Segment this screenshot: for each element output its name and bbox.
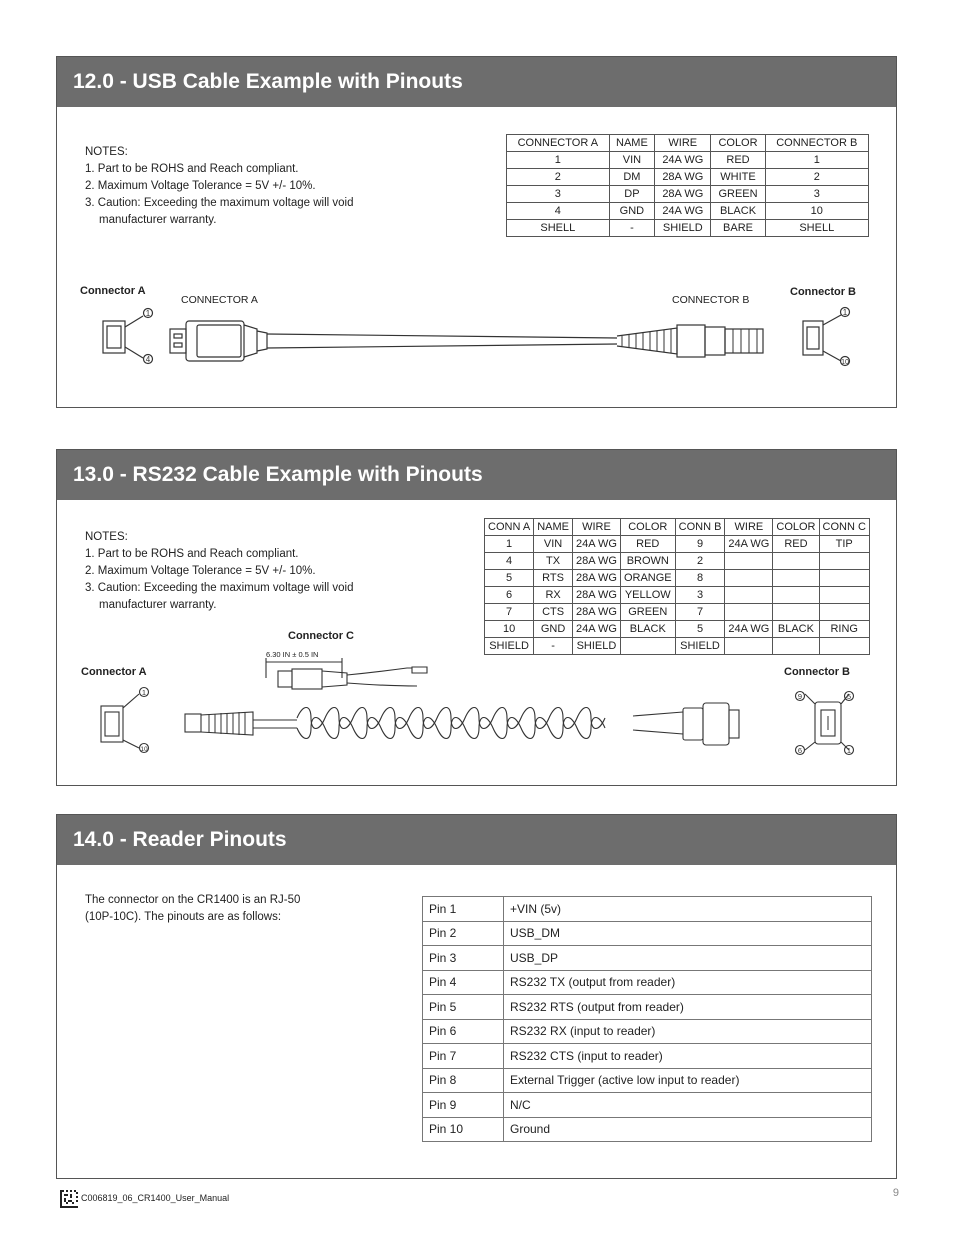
pin-function: RS232 RX (input to reader) [504,1019,872,1044]
table-cell: CTS [534,604,573,621]
pin-callout: 9 [797,692,803,701]
header-cell: CONNECTOR A [507,135,610,152]
table-row [423,995,872,1020]
table-cell: 9 [675,536,725,553]
table-cell: 8 [675,570,725,587]
table-cell: DP [609,186,655,203]
table-cell: 10 [765,203,868,220]
table-cell: RX [534,587,573,604]
table-cell: 28A WG [655,186,711,203]
pin-number: Pin 5 [423,995,504,1020]
table-cell: 24A WG [725,536,773,553]
section-title: 14.0 - Reader Pinouts [57,815,896,865]
connector-a-heading: Connector A [81,666,147,678]
datamatrix-code [60,1190,78,1208]
note-line: 1. Part to be ROHS and Reach compliant. [85,163,299,175]
header-cell: CONN C [819,519,869,536]
table-cell: 24A WG [725,621,773,638]
section-title: 13.0 - RS232 Cable Example with Pinouts [57,450,896,500]
pin-callout: 10 [140,746,148,753]
connector-a-label: CONNECTOR A [181,294,258,306]
table-cell: SHELL [765,220,868,237]
table-cell: - [534,638,573,655]
table-cell: ORANGE [620,570,675,587]
header-cell: CONNECTOR B [765,135,868,152]
usb-cable-section [56,56,897,408]
pin-function: USB_DP [504,946,872,971]
table-cell: 7 [675,604,725,621]
pin-function: RS232 RTS (output from reader) [504,995,872,1020]
table-row [423,1117,872,1142]
table-cell: RING [819,621,869,638]
usb-cable-drawing [57,57,898,409]
connector-b-heading: Connector B [790,286,856,298]
table-row [423,1068,872,1093]
pin-function: +VIN (5v) [504,897,872,922]
pin-function: USB_DM [504,921,872,946]
table-cell: SHIELD [675,638,725,655]
table-cell: 3 [675,587,725,604]
connector-b-label: CONNECTOR B [672,294,750,306]
table-cell: BARE [711,220,765,237]
pin-callout: 1 [846,746,852,755]
pin-number: Pin 7 [423,1044,504,1069]
table-cell: RTS [534,570,573,587]
connector-a-heading: Connector A [80,285,146,297]
note-line: 1. Part to be ROHS and Reach compliant. [85,548,299,560]
table-cell: 10 [485,621,534,638]
table-cell: 28A WG [572,553,620,570]
pin-callout: 10 [841,359,849,366]
note-line: 3. Caution: Exceeding the maximum voltage will void [85,582,354,594]
table-cell: 24A WG [655,152,711,169]
table-row [423,1019,872,1044]
pin-callout: 5 [846,692,852,701]
table-cell: 3 [507,186,610,203]
table-cell: TX [534,553,573,570]
table-row [423,1093,872,1118]
note-line: manufacturer warranty. [99,214,217,226]
table-row [423,921,872,946]
table-cell: VIN [534,536,573,553]
pin-callout: 1 [842,308,848,317]
table-cell: 6 [485,587,534,604]
table-cell: GREEN [711,186,765,203]
note-line: 2. Maximum Voltage Tolerance = 5V +/- 10%. [85,565,316,577]
table-cell: 24A WG [655,203,711,220]
pin-number: Pin 1 [423,897,504,922]
table-cell: 28A WG [655,169,711,186]
table-cell: YELLOW [620,587,675,604]
table-cell: 3 [765,186,868,203]
table-cell: 1 [507,152,610,169]
table-cell: 5 [485,570,534,587]
pin-number: Pin 8 [423,1068,504,1093]
table-row [423,1044,872,1069]
table-cell: 1 [485,536,534,553]
table-cell: 28A WG [572,570,620,587]
pin-number: Pin 10 [423,1117,504,1142]
reader-pinouts-section [56,814,897,1179]
table-cell: BLACK [711,203,765,220]
pin-number: Pin 4 [423,970,504,995]
header-cell: COLOR [711,135,765,152]
note-line: 3. Caution: Exceeding the maximum voltage will void [85,197,354,209]
rs232-cable-drawing [57,450,898,787]
description-line: (10P-10C). The pinouts are as follows: [85,911,282,923]
notes-heading: NOTES: [85,531,128,543]
note-line: manufacturer warranty. [99,599,217,611]
connector-c-heading: Connector C [288,630,354,642]
notes-heading: NOTES: [85,146,128,158]
pin-function: External Trigger (active low input to reader) [504,1068,872,1093]
table-cell: 2 [675,553,725,570]
header-cell: WIRE [725,519,773,536]
table-cell: 28A WG [572,587,620,604]
pin-number: Pin 9 [423,1093,504,1118]
table-cell: 2 [507,169,610,186]
connector-b-heading: Connector B [784,666,850,678]
table-cell: VIN [609,152,655,169]
table-cell: GND [534,621,573,638]
table-cell: SHELL [507,220,610,237]
table-cell: TIP [819,536,869,553]
document-id: C006819_06_CR1400_User_Manual [81,1193,230,1203]
table-cell: WHITE [711,169,765,186]
table-cell: RED [620,536,675,553]
table-cell: RED [773,536,819,553]
pin-callout: 6 [797,746,803,755]
reader-pinout-table [422,896,872,1142]
table-cell: 1 [765,152,868,169]
header-cell: CONN A [485,519,534,536]
pin-function: RS232 TX (output from reader) [504,970,872,995]
reader-description [85,892,300,926]
dimension-label: 6.30 IN ± 0.5 IN [266,650,319,659]
pin-callout: 1 [145,309,151,318]
table-cell: 2 [765,169,868,186]
table-cell: 24A WG [572,536,620,553]
table-cell: BROWN [620,553,675,570]
table-row [423,970,872,995]
pin-function: RS232 CTS (input to reader) [504,1044,872,1069]
header-cell: CONN B [675,519,725,536]
table-cell: 5 [675,621,725,638]
table-cell: SHIELD [485,638,534,655]
pin-callout: 1 [141,688,147,697]
pin-function: Ground [504,1117,872,1142]
table-cell: BLACK [773,621,819,638]
section-title: 12.0 - USB Cable Example with Pinouts [57,57,896,107]
table-cell: BLACK [620,621,675,638]
pin-callout: 4 [145,355,151,364]
header-cell: NAME [534,519,573,536]
page-number: 9 [892,1187,899,1199]
table-cell: 24A WG [572,621,620,638]
header-cell: WIRE [655,135,711,152]
table-row [423,946,872,971]
header-cell: COLOR [773,519,819,536]
pin-number: Pin 3 [423,946,504,971]
table-cell: SHIELD [572,638,620,655]
table-cell: 4 [507,203,610,220]
table-cell: GND [609,203,655,220]
rs232-cable-section [56,449,897,786]
table-cell: SHIELD [655,220,711,237]
description-line: The connector on the CR1400 is an RJ-50 [85,894,301,906]
pin-number: Pin 6 [423,1019,504,1044]
table-cell: 28A WG [572,604,620,621]
pin-number: Pin 2 [423,921,504,946]
table-cell: RED [711,152,765,169]
header-cell: COLOR [620,519,675,536]
note-line: 2. Maximum Voltage Tolerance = 5V +/- 10%. [85,180,316,192]
table-cell: GREEN [620,604,675,621]
table-cell: 7 [485,604,534,621]
table-row [423,897,872,922]
table-cell: - [609,220,655,237]
table-cell: 4 [485,553,534,570]
table-cell: DM [609,169,655,186]
pin-function: N/C [504,1093,872,1118]
header-cell: WIRE [572,519,620,536]
header-cell: NAME [609,135,655,152]
